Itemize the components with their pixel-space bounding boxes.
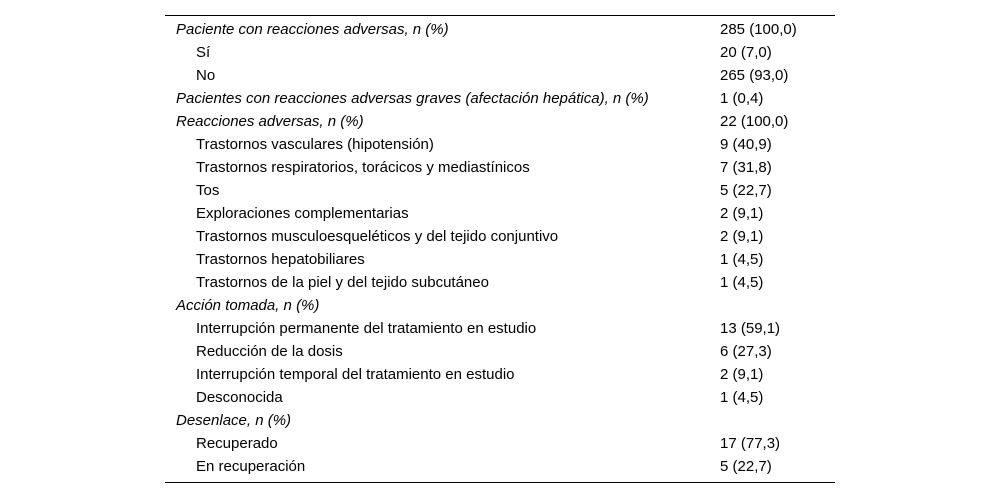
table-row [165, 317, 835, 340]
row-value: 2 (9,1) [720, 228, 764, 245]
row-label: Trastornos musculoesqueléticos y del tejido conjuntivo [196, 228, 559, 245]
table-section-row [165, 18, 835, 41]
row-value: 1 (4,5) [720, 274, 764, 291]
row-value: 17 (77,3) [720, 435, 781, 452]
row-label: Interrupción permanente del tratamiento en estudio [196, 320, 537, 337]
bottom-rule [165, 482, 835, 483]
table-row [165, 455, 835, 478]
table-section-row [165, 110, 835, 133]
table-row [165, 386, 835, 409]
row-label: Reacciones adversas, n (%) [176, 113, 364, 130]
row-value: 9 (40,9) [720, 136, 772, 153]
table-row [165, 248, 835, 271]
table-row [165, 64, 835, 87]
adverse-reactions-table [165, 15, 835, 483]
row-value: 7 (31,8) [720, 159, 772, 176]
row-value: 22 (100,0) [720, 113, 789, 130]
row-label: Trastornos respiratorios, torácicos y mediastínicos [196, 159, 530, 176]
row-value: 1 (0,4) [720, 90, 764, 107]
row-value: 2 (9,1) [720, 366, 764, 383]
row-label: Sí [196, 44, 211, 61]
table-body [165, 16, 835, 482]
row-value: 6 (27,3) [720, 343, 772, 360]
table-row [165, 271, 835, 294]
row-value: 20 (7,0) [720, 44, 772, 61]
row-value: 1 (4,5) [720, 389, 764, 406]
table-row [165, 41, 835, 64]
table-row [165, 202, 835, 225]
row-label: Desconocida [196, 389, 283, 406]
table-row [165, 340, 835, 363]
row-value: 5 (22,7) [720, 458, 772, 475]
row-value: 2 (9,1) [720, 205, 764, 222]
row-label: Exploraciones complementarias [196, 205, 409, 222]
row-label: Trastornos vasculares (hipotensión) [196, 136, 434, 153]
table-section-row [165, 409, 835, 432]
table-section-row [165, 294, 835, 317]
table-row [165, 363, 835, 386]
table-section-row [165, 87, 835, 110]
row-label: Tos [196, 182, 220, 199]
row-label: Desenlace, n (%) [176, 412, 292, 429]
row-label: Trastornos hepatobiliares [196, 251, 365, 268]
row-label: Interrupción temporal del tratamiento en estudio [196, 366, 515, 383]
row-label: Acción tomada, n (%) [176, 297, 320, 314]
row-label: No [196, 67, 216, 84]
row-value: 285 (100,0) [720, 21, 797, 38]
row-value: 13 (59,1) [720, 320, 781, 337]
row-value: 1 (4,5) [720, 251, 764, 268]
table-row [165, 179, 835, 202]
row-label: Reducción de la dosis [196, 343, 343, 360]
row-label: Pacientes con reacciones adversas graves (afectación hepática), n (%) [176, 90, 649, 107]
table-row [165, 225, 835, 248]
row-label: Trastornos de la piel y del tejido subcutáneo [196, 274, 489, 291]
row-value: 5 (22,7) [720, 182, 772, 199]
table-row [165, 432, 835, 455]
row-value: 265 (93,0) [720, 67, 789, 84]
row-label: Recuperado [196, 435, 278, 452]
table-row [165, 156, 835, 179]
row-label: Paciente con reacciones adversas, n (%) [176, 21, 449, 38]
row-label: En recuperación [196, 458, 306, 475]
table-row [165, 133, 835, 156]
